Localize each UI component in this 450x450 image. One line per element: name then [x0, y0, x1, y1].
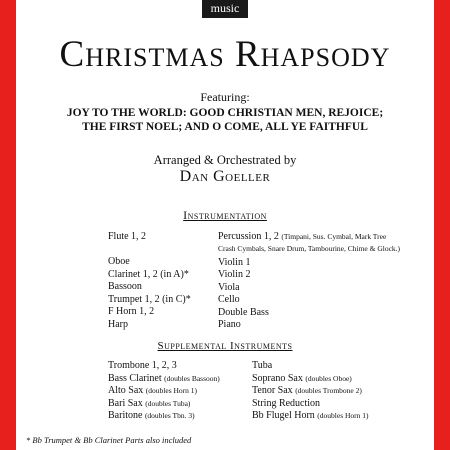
instrument-name: Alto Sax: [108, 385, 144, 396]
percussion-item: [218, 231, 400, 244]
instrument-item: Violin 2: [218, 269, 251, 280]
supplemental-item: [108, 373, 220, 386]
instrument-name: Tenor Sax: [252, 385, 293, 396]
instrument-item: Oboe: [108, 256, 130, 267]
song-list-line-1: JOY TO THE WORLD: GOOD CHRISTIAN MEN, REJOICE;: [66, 107, 384, 119]
instrument-name: Bb Flugel Horn: [252, 410, 315, 421]
supplemental-item: [108, 410, 220, 423]
supplemental-item: [108, 385, 220, 398]
song-list-line-2: THE FIRST NOEL; AND O COME, ALL YE FAITHFUL: [82, 121, 368, 133]
page-title: Christmas Rhapsody: [59, 34, 391, 75]
instrument-note: (doubles Trombone 2): [295, 386, 362, 395]
instrument-note: (doubles Oboe): [305, 373, 352, 383]
percussion-note: (Timpani, Sus. Cymbal, Mark Tree: [281, 232, 387, 241]
instrument-item: Piano: [218, 319, 241, 330]
spacer: [108, 244, 191, 257]
score-cover-page: [16, 0, 434, 450]
percussion-note-line-2: Crash Cymbals, Snare Drum, Tambourine, Chime & Glock.): [218, 243, 401, 253]
instrument-item: Flute 1, 2: [108, 231, 147, 242]
instrument-item: F Horn 1, 2: [108, 306, 155, 317]
song-list: [16, 106, 434, 134]
supplemental-item: [252, 410, 369, 423]
arranger-name: Dan Goeller: [179, 168, 271, 185]
instrument-name: Soprano Sax: [252, 372, 303, 384]
instrument-item: Viola: [218, 281, 240, 293]
arranged-by-label: Arranged & Orchestrated by: [153, 153, 297, 167]
publisher-logo: [202, 0, 248, 18]
supplemental-heading: Supplemental Instruments: [157, 340, 293, 352]
supplemental-left-column: [108, 360, 220, 423]
instrument-name: Baritone: [108, 410, 143, 421]
supplemental-item: [252, 360, 369, 373]
instrument-name: Tuba: [252, 360, 273, 371]
instrument-item: Trumpet 1, 2 (in C)*: [108, 293, 191, 305]
instrumentation-left-column: [108, 231, 191, 331]
instrument-note: (doubles Bassoon): [164, 373, 220, 383]
instrument-note: (doubles Horn 1): [145, 386, 198, 395]
supplemental-right-column: [252, 360, 369, 423]
publisher-logo-text: music: [210, 1, 240, 15]
instrument-note: (doubles Tbn. 3): [144, 411, 195, 420]
instrument-item: Cello: [218, 294, 240, 305]
instrumentation-heading: Instrumentation: [183, 208, 267, 222]
supplemental-item: [108, 360, 220, 373]
instrument-item: Bassoon: [108, 281, 142, 292]
supplemental-item: [252, 398, 369, 411]
instrument-note: (doubles Tuba): [145, 398, 191, 408]
instrumentation-right-column: [218, 231, 400, 332]
supplemental-item: [252, 373, 369, 386]
featuring-label: Featuring:: [200, 90, 250, 104]
instrument-item: Violin 1: [218, 256, 251, 268]
percussion-label: Percussion 1, 2: [218, 231, 279, 242]
instrument-name: String Reduction: [252, 397, 321, 409]
instrument-item: Double Bass: [218, 306, 269, 318]
instrument-name: Bass Clarinet: [108, 372, 162, 384]
footnote: * Bb Trumpet & Bb Clarinet Parts also included: [26, 435, 192, 445]
supplemental-item: [252, 385, 369, 398]
instrument-note: (doubles Horn 1): [317, 411, 369, 420]
supplemental-item: [108, 398, 220, 411]
instrument-item: Clarinet 1, 2 (in A)*: [108, 268, 189, 280]
instrument-item: Harp: [108, 318, 128, 330]
instrument-name: Bari Sax: [108, 397, 143, 409]
instrument-name: Trombone 1, 2, 3: [108, 360, 177, 371]
